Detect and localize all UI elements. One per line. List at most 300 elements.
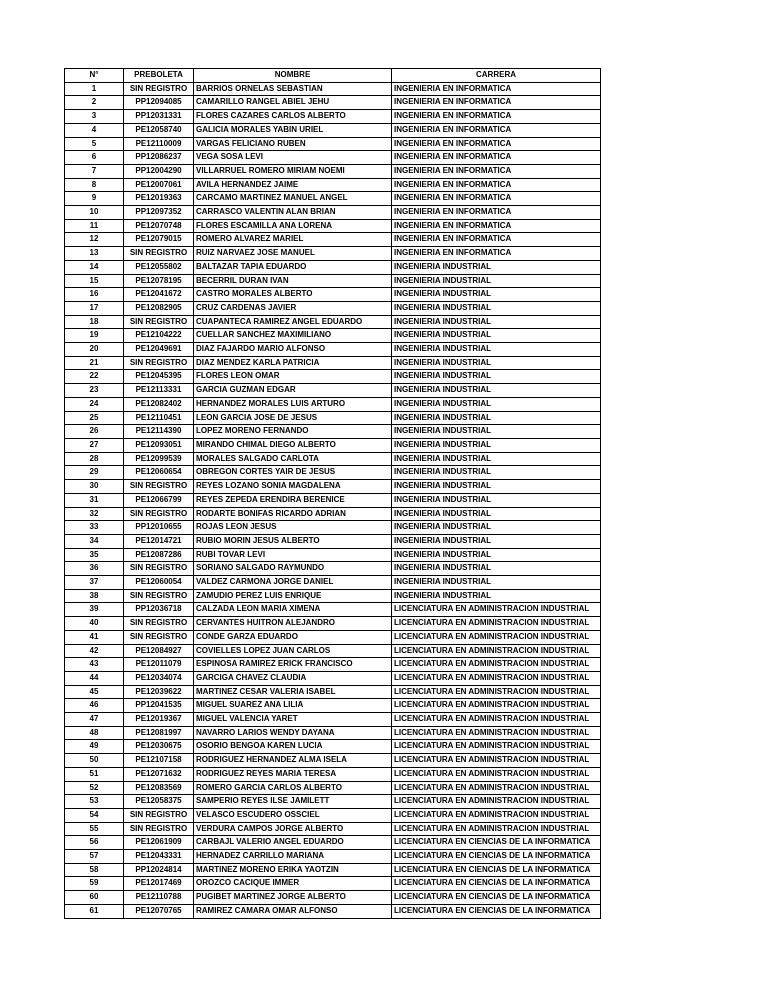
- nombre-cell: CERVANTES HUITRON ALEJANDRO: [194, 617, 392, 631]
- carrera-cell: INGENIERIA EN INFORMATICA: [392, 110, 601, 124]
- table-row: [65, 699, 601, 713]
- carrera-cell: INGENIERIA INDUSTRIAL: [392, 397, 601, 411]
- row-number: 11: [65, 219, 124, 233]
- preboleta-cell: PE12017469: [124, 877, 194, 891]
- preboleta-cell: PP12024814: [124, 863, 194, 877]
- carrera-cell: INGENIERIA EN INFORMATICA: [392, 123, 601, 137]
- table-row: [65, 603, 601, 617]
- row-number: 51: [65, 767, 124, 781]
- carrera-cell: LICENCIATURA EN ADMINISTRACION INDUSTRIAL: [392, 671, 601, 685]
- table-row: [65, 726, 601, 740]
- row-number: 32: [65, 507, 124, 521]
- table-row: [65, 671, 601, 685]
- header-num: N°: [65, 69, 124, 83]
- nombre-cell: REYES LOZANO SONIA MAGDALENA: [194, 480, 392, 494]
- row-number: 15: [65, 274, 124, 288]
- carrera-cell: INGENIERIA EN INFORMATICA: [392, 206, 601, 220]
- header-nombre: NOMBRE: [194, 69, 392, 83]
- preboleta-cell: PE12061909: [124, 836, 194, 850]
- table-row: [65, 164, 601, 178]
- carrera-cell: INGENIERIA EN INFORMATICA: [392, 192, 601, 206]
- carrera-cell: LICENCIATURA EN ADMINISTRACION INDUSTRIAL: [392, 713, 601, 727]
- carrera-cell: INGENIERIA INDUSTRIAL: [392, 589, 601, 603]
- row-number: 16: [65, 288, 124, 302]
- preboleta-cell: SIN REGISTRO: [124, 617, 194, 631]
- carrera-cell: LICENCIATURA EN ADMINISTRACION INDUSTRIAL: [392, 822, 601, 836]
- row-number: 12: [65, 233, 124, 247]
- preboleta-cell: PE12104222: [124, 329, 194, 343]
- carrera-cell: INGENIERIA EN INFORMATICA: [392, 82, 601, 96]
- preboleta-cell: PE12071632: [124, 767, 194, 781]
- row-number: 20: [65, 343, 124, 357]
- row-number: 5: [65, 137, 124, 151]
- preboleta-cell: PE12030675: [124, 740, 194, 754]
- preboleta-cell: PE12007061: [124, 178, 194, 192]
- nombre-cell: ZAMUDIO PEREZ LUIS ENRIQUE: [194, 589, 392, 603]
- carrera-cell: INGENIERIA INDUSTRIAL: [392, 562, 601, 576]
- preboleta-cell: PE12099539: [124, 452, 194, 466]
- nombre-cell: REYES ZEPEDA ERENDIRA BERENICE: [194, 493, 392, 507]
- table-row: [65, 534, 601, 548]
- table-row: [65, 110, 601, 124]
- carrera-cell: INGENIERIA INDUSTRIAL: [392, 507, 601, 521]
- nombre-cell: RUBIO MORIN JESUS ALBERTO: [194, 534, 392, 548]
- preboleta-cell: PP12004290: [124, 164, 194, 178]
- nombre-cell: GALICIA MORALES YABIN URIEL: [194, 123, 392, 137]
- preboleta-cell: PE12055802: [124, 260, 194, 274]
- preboleta-cell: PE12083569: [124, 781, 194, 795]
- row-number: 13: [65, 247, 124, 261]
- row-number: 53: [65, 795, 124, 809]
- row-number: 40: [65, 617, 124, 631]
- preboleta-cell: PE12114390: [124, 425, 194, 439]
- row-number: 27: [65, 438, 124, 452]
- nombre-cell: HERNADEZ CARRILLO MARIANA: [194, 850, 392, 864]
- row-number: 25: [65, 411, 124, 425]
- carrera-cell: INGENIERIA EN INFORMATICA: [392, 178, 601, 192]
- row-number: 47: [65, 713, 124, 727]
- table-row: [65, 397, 601, 411]
- preboleta-cell: SIN REGISTRO: [124, 562, 194, 576]
- carrera-cell: INGENIERIA EN INFORMATICA: [392, 219, 601, 233]
- carrera-cell: INGENIERIA INDUSTRIAL: [392, 370, 601, 384]
- preboleta-cell: PE12049691: [124, 343, 194, 357]
- row-number: 17: [65, 301, 124, 315]
- preboleta-cell: PP12097352: [124, 206, 194, 220]
- table-row: [65, 850, 601, 864]
- carrera-cell: INGENIERIA INDUSTRIAL: [392, 315, 601, 329]
- preboleta-cell: PE12107158: [124, 754, 194, 768]
- table-row: [65, 822, 601, 836]
- preboleta-cell: PE12019363: [124, 192, 194, 206]
- nombre-cell: NAVARRO LARIOS WENDY DAYANA: [194, 726, 392, 740]
- row-number: 3: [65, 110, 124, 124]
- preboleta-cell: PE12087286: [124, 548, 194, 562]
- preboleta-cell: PE12043331: [124, 850, 194, 864]
- nombre-cell: RUBI TOVAR LEVI: [194, 548, 392, 562]
- table-row: [65, 192, 601, 206]
- table-row: [65, 466, 601, 480]
- carrera-cell: LICENCIATURA EN ADMINISTRACION INDUSTRIAL: [392, 726, 601, 740]
- carrera-cell: INGENIERIA INDUSTRIAL: [392, 480, 601, 494]
- preboleta-cell: SIN REGISTRO: [124, 247, 194, 261]
- preboleta-cell: PE12070748: [124, 219, 194, 233]
- table-row: [65, 452, 601, 466]
- table-row: [65, 576, 601, 590]
- row-number: 18: [65, 315, 124, 329]
- nombre-cell: BALTAZAR TAPIA EDUARDO: [194, 260, 392, 274]
- nombre-cell: CARCAMO MARTINEZ MANUEL ANGEL: [194, 192, 392, 206]
- nombre-cell: MIGUEL SUAREZ ANA LILIA: [194, 699, 392, 713]
- preboleta-cell: PE12014721: [124, 534, 194, 548]
- nombre-cell: GARCIA GUZMAN EDGAR: [194, 384, 392, 398]
- carrera-cell: INGENIERIA EN INFORMATICA: [392, 137, 601, 151]
- table-row: [65, 260, 601, 274]
- carrera-cell: LICENCIATURA EN ADMINISTRACION INDUSTRIAL: [392, 808, 601, 822]
- row-number: 8: [65, 178, 124, 192]
- row-number: 59: [65, 877, 124, 891]
- carrera-cell: LICENCIATURA EN CIENCIAS DE LA INFORMATICA: [392, 877, 601, 891]
- nombre-cell: COVIELLES LOPEZ JUAN CARLOS: [194, 644, 392, 658]
- preboleta-cell: PE12070765: [124, 904, 194, 918]
- row-number: 31: [65, 493, 124, 507]
- preboleta-cell: PE12045395: [124, 370, 194, 384]
- row-number: 14: [65, 260, 124, 274]
- preboleta-cell: PE12060054: [124, 576, 194, 590]
- preboleta-cell: PE12058375: [124, 795, 194, 809]
- table-row: [65, 685, 601, 699]
- preboleta-cell: PE12093051: [124, 438, 194, 452]
- carrera-cell: LICENCIATURA EN ADMINISTRACION INDUSTRIAL: [392, 740, 601, 754]
- nombre-cell: LEON GARCIA JOSE DE JESUS: [194, 411, 392, 425]
- table-body: [65, 82, 601, 918]
- table-row: [65, 343, 601, 357]
- row-number: 9: [65, 192, 124, 206]
- preboleta-cell: PE12082402: [124, 397, 194, 411]
- row-number: 37: [65, 576, 124, 590]
- table-row: [65, 206, 601, 220]
- nombre-cell: CAMARILLO RANGEL ABIEL JEHU: [194, 96, 392, 110]
- table-row: [65, 781, 601, 795]
- student-list-table: [64, 68, 601, 919]
- table-row: [65, 521, 601, 535]
- preboleta-cell: PE12019367: [124, 713, 194, 727]
- row-number: 34: [65, 534, 124, 548]
- nombre-cell: DIAZ FAJARDO MARIO ALFONSO: [194, 343, 392, 357]
- nombre-cell: DIAZ MENDEZ KARLA PATRICIA: [194, 356, 392, 370]
- carrera-cell: INGENIERIA INDUSTRIAL: [392, 466, 601, 480]
- carrera-cell: LICENCIATURA EN CIENCIAS DE LA INFORMATICA: [392, 863, 601, 877]
- nombre-cell: OSORIO BENGOA KAREN LUCIA: [194, 740, 392, 754]
- nombre-cell: CARRASCO VALENTIN ALAN BRIAN: [194, 206, 392, 220]
- nombre-cell: FLORES LEON OMAR: [194, 370, 392, 384]
- carrera-cell: INGENIERIA INDUSTRIAL: [392, 534, 601, 548]
- preboleta-cell: SIN REGISTRO: [124, 822, 194, 836]
- row-number: 2: [65, 96, 124, 110]
- nombre-cell: VILLARRUEL ROMERO MIRIAM NOEMI: [194, 164, 392, 178]
- table-row: [65, 891, 601, 905]
- row-number: 1: [65, 82, 124, 96]
- row-number: 24: [65, 397, 124, 411]
- table-row: [65, 137, 601, 151]
- carrera-cell: LICENCIATURA EN ADMINISTRACION INDUSTRIAL: [392, 658, 601, 672]
- row-number: 58: [65, 863, 124, 877]
- table-row: [65, 877, 601, 891]
- table-row: [65, 82, 601, 96]
- carrera-cell: INGENIERIA EN INFORMATICA: [392, 164, 601, 178]
- nombre-cell: FLORES ESCAMILLA ANA LORENA: [194, 219, 392, 233]
- table-row: [65, 767, 601, 781]
- row-number: 57: [65, 850, 124, 864]
- preboleta-cell: SIN REGISTRO: [124, 808, 194, 822]
- carrera-cell: INGENIERIA INDUSTRIAL: [392, 288, 601, 302]
- preboleta-cell: PE12060654: [124, 466, 194, 480]
- preboleta-cell: PE12041672: [124, 288, 194, 302]
- table-row: [65, 301, 601, 315]
- row-number: 21: [65, 356, 124, 370]
- table-row: [65, 808, 601, 822]
- nombre-cell: BECERRIL DURAN IVAN: [194, 274, 392, 288]
- carrera-cell: LICENCIATURA EN ADMINISTRACION INDUSTRIAL: [392, 699, 601, 713]
- table-row: [65, 658, 601, 672]
- row-number: 33: [65, 521, 124, 535]
- preboleta-cell: PE12058740: [124, 123, 194, 137]
- preboleta-cell: PE12034074: [124, 671, 194, 685]
- preboleta-cell: PE12011079: [124, 658, 194, 672]
- carrera-cell: INGENIERIA EN INFORMATICA: [392, 151, 601, 165]
- preboleta-cell: SIN REGISTRO: [124, 630, 194, 644]
- row-number: 39: [65, 603, 124, 617]
- table-row: [65, 123, 601, 137]
- carrera-cell: INGENIERIA INDUSTRIAL: [392, 438, 601, 452]
- table-row: [65, 247, 601, 261]
- row-number: 19: [65, 329, 124, 343]
- row-number: 48: [65, 726, 124, 740]
- nombre-cell: MARTINEZ CESAR VALERIA ISABEL: [194, 685, 392, 699]
- row-number: 36: [65, 562, 124, 576]
- nombre-cell: CONDE GARZA EDUARDO: [194, 630, 392, 644]
- preboleta-cell: PE12110009: [124, 137, 194, 151]
- row-number: 26: [65, 425, 124, 439]
- nombre-cell: BARRIOS ORNELAS SEBASTIAN: [194, 82, 392, 96]
- table-row: [65, 96, 601, 110]
- row-number: 50: [65, 754, 124, 768]
- preboleta-cell: SIN REGISTRO: [124, 82, 194, 96]
- carrera-cell: INGENIERIA INDUSTRIAL: [392, 425, 601, 439]
- nombre-cell: MIGUEL VALENCIA YARET: [194, 713, 392, 727]
- nombre-cell: VARGAS FELICIANO RUBEN: [194, 137, 392, 151]
- preboleta-cell: SIN REGISTRO: [124, 315, 194, 329]
- preboleta-cell: SIN REGISTRO: [124, 480, 194, 494]
- row-number: 44: [65, 671, 124, 685]
- table-row: [65, 589, 601, 603]
- table-row: [65, 178, 601, 192]
- row-number: 41: [65, 630, 124, 644]
- nombre-cell: OBREGON CORTES YAIR DE JESUS: [194, 466, 392, 480]
- nombre-cell: ESPINOSA RAMIREZ ERICK FRANCISCO: [194, 658, 392, 672]
- nombre-cell: RAMIREZ CAMARA OMAR ALFONSO: [194, 904, 392, 918]
- header-row: [65, 69, 601, 83]
- preboleta-cell: PP12036718: [124, 603, 194, 617]
- table-row: [65, 384, 601, 398]
- nombre-cell: VALDEZ CARMONA JORGE DANIEL: [194, 576, 392, 590]
- preboleta-cell: PP12031331: [124, 110, 194, 124]
- carrera-cell: INGENIERIA INDUSTRIAL: [392, 274, 601, 288]
- nombre-cell: HERNANDEZ MORALES LUIS ARTURO: [194, 397, 392, 411]
- row-number: 29: [65, 466, 124, 480]
- table-row: [65, 151, 601, 165]
- carrera-cell: INGENIERIA EN INFORMATICA: [392, 247, 601, 261]
- carrera-cell: LICENCIATURA EN CIENCIAS DE LA INFORMATICA: [392, 850, 601, 864]
- nombre-cell: GARCIGA CHAVEZ CLAUDIA: [194, 671, 392, 685]
- carrera-cell: INGENIERIA EN INFORMATICA: [392, 233, 601, 247]
- nombre-cell: CARBAJL VALERIO ANGEL EDUARDO: [194, 836, 392, 850]
- preboleta-cell: PE12110788: [124, 891, 194, 905]
- preboleta-cell: PE12079015: [124, 233, 194, 247]
- table-row: [65, 219, 601, 233]
- row-number: 30: [65, 480, 124, 494]
- table-row: [65, 713, 601, 727]
- carrera-cell: INGENIERIA INDUSTRIAL: [392, 452, 601, 466]
- table-row: [65, 356, 601, 370]
- row-number: 61: [65, 904, 124, 918]
- nombre-cell: MARTINEZ MORENO ERIKA YAOTZIN: [194, 863, 392, 877]
- row-number: 4: [65, 123, 124, 137]
- row-number: 49: [65, 740, 124, 754]
- nombre-cell: VERDURA CAMPOS JORGE ALBERTO: [194, 822, 392, 836]
- table-row: [65, 329, 601, 343]
- table-row: [65, 315, 601, 329]
- row-number: 54: [65, 808, 124, 822]
- table-row: [65, 740, 601, 754]
- carrera-cell: INGENIERIA INDUSTRIAL: [392, 301, 601, 315]
- preboleta-cell: PE12078195: [124, 274, 194, 288]
- preboleta-cell: PP12086237: [124, 151, 194, 165]
- carrera-cell: INGENIERIA INDUSTRIAL: [392, 384, 601, 398]
- carrera-cell: INGENIERIA INDUSTRIAL: [392, 493, 601, 507]
- row-number: 7: [65, 164, 124, 178]
- carrera-cell: INGENIERIA INDUSTRIAL: [392, 356, 601, 370]
- row-number: 60: [65, 891, 124, 905]
- preboleta-cell: PE12082905: [124, 301, 194, 315]
- table-row: [65, 438, 601, 452]
- nombre-cell: CUAPANTECA RAMIREZ ANGEL EDUARDO: [194, 315, 392, 329]
- preboleta-cell: PE12113331: [124, 384, 194, 398]
- carrera-cell: LICENCIATURA EN ADMINISTRACION INDUSTRIAL: [392, 754, 601, 768]
- row-number: 6: [65, 151, 124, 165]
- carrera-cell: LICENCIATURA EN ADMINISTRACION INDUSTRIAL: [392, 630, 601, 644]
- header-carrera: CARRERA: [392, 69, 601, 83]
- row-number: 10: [65, 206, 124, 220]
- header-preboleta: PREBOLETA: [124, 69, 194, 83]
- nombre-cell: CALZADA LEON MARIA XIMENA: [194, 603, 392, 617]
- table-row: [65, 507, 601, 521]
- nombre-cell: ROMERO ALVAREZ MARIEL: [194, 233, 392, 247]
- table-row: [65, 904, 601, 918]
- preboleta-cell: PE12084927: [124, 644, 194, 658]
- carrera-cell: LICENCIATURA EN ADMINISTRACION INDUSTRIAL: [392, 644, 601, 658]
- nombre-cell: CASTRO MORALES ALBERTO: [194, 288, 392, 302]
- table-row: [65, 644, 601, 658]
- table-row: [65, 411, 601, 425]
- table-row: [65, 863, 601, 877]
- preboleta-cell: PE12081997: [124, 726, 194, 740]
- row-number: 43: [65, 658, 124, 672]
- nombre-cell: AVILA HERNANDEZ JAIME: [194, 178, 392, 192]
- carrera-cell: LICENCIATURA EN ADMINISTRACION INDUSTRIAL: [392, 767, 601, 781]
- nombre-cell: OROZCO CACIQUE IMMER: [194, 877, 392, 891]
- preboleta-cell: PE12110451: [124, 411, 194, 425]
- nombre-cell: ROMERO GARCIA CARLOS ALBERTO: [194, 781, 392, 795]
- nombre-cell: SORIANO SALGADO RAYMUNDO: [194, 562, 392, 576]
- row-number: 23: [65, 384, 124, 398]
- preboleta-cell: SIN REGISTRO: [124, 507, 194, 521]
- carrera-cell: LICENCIATURA EN ADMINISTRACION INDUSTRIAL: [392, 781, 601, 795]
- carrera-cell: LICENCIATURA EN ADMINISTRACION INDUSTRIAL: [392, 603, 601, 617]
- row-number: 55: [65, 822, 124, 836]
- table-row: [65, 425, 601, 439]
- table-row: [65, 562, 601, 576]
- nombre-cell: ROJAS LEON JESUS: [194, 521, 392, 535]
- nombre-cell: MORALES SALGADO CARLOTA: [194, 452, 392, 466]
- table-row: [65, 548, 601, 562]
- table-row: [65, 754, 601, 768]
- preboleta-cell: PP12041535: [124, 699, 194, 713]
- row-number: 28: [65, 452, 124, 466]
- table-row: [65, 480, 601, 494]
- preboleta-cell: PP12094085: [124, 96, 194, 110]
- table-row: [65, 370, 601, 384]
- nombre-cell: SAMPERIO REYES ILSE JAMILETT: [194, 795, 392, 809]
- row-number: 46: [65, 699, 124, 713]
- table-row: [65, 493, 601, 507]
- nombre-cell: RODRIGUEZ HERNANDEZ ALMA ISELA: [194, 754, 392, 768]
- row-number: 56: [65, 836, 124, 850]
- nombre-cell: LOPEZ MORENO FERNANDO: [194, 425, 392, 439]
- carrera-cell: LICENCIATURA EN ADMINISTRACION INDUSTRIAL: [392, 685, 601, 699]
- nombre-cell: MIRANDO CHIMAL DIEGO ALBERTO: [194, 438, 392, 452]
- row-number: 35: [65, 548, 124, 562]
- preboleta-cell: SIN REGISTRO: [124, 356, 194, 370]
- nombre-cell: FLORES CAZARES CARLOS ALBERTO: [194, 110, 392, 124]
- nombre-cell: CRUZ CARDENAS JAVIER: [194, 301, 392, 315]
- nombre-cell: RODRIGUEZ REYES MARIA TERESA: [194, 767, 392, 781]
- carrera-cell: LICENCIATURA EN CIENCIAS DE LA INFORMATICA: [392, 904, 601, 918]
- carrera-cell: INGENIERIA INDUSTRIAL: [392, 329, 601, 343]
- nombre-cell: PUGIBET MARTINEZ JORGE ALBERTO: [194, 891, 392, 905]
- carrera-cell: INGENIERIA INDUSTRIAL: [392, 411, 601, 425]
- nombre-cell: RUIZ NARVAEZ JOSE MANUEL: [194, 247, 392, 261]
- carrera-cell: INGENIERIA INDUSTRIAL: [392, 521, 601, 535]
- carrera-cell: LICENCIATURA EN CIENCIAS DE LA INFORMATICA: [392, 891, 601, 905]
- preboleta-cell: PE12039622: [124, 685, 194, 699]
- preboleta-cell: PE12066799: [124, 493, 194, 507]
- carrera-cell: INGENIERIA INDUSTRIAL: [392, 260, 601, 274]
- table-row: [65, 836, 601, 850]
- preboleta-cell: PP12010655: [124, 521, 194, 535]
- table-row: [65, 617, 601, 631]
- carrera-cell: INGENIERIA INDUSTRIAL: [392, 548, 601, 562]
- carrera-cell: LICENCIATURA EN CIENCIAS DE LA INFORMATICA: [392, 836, 601, 850]
- carrera-cell: INGENIERIA EN INFORMATICA: [392, 96, 601, 110]
- nombre-cell: VELASCO ESCUDERO OSSCIEL: [194, 808, 392, 822]
- nombre-cell: RODARTE BONIFAS RICARDO ADRIAN: [194, 507, 392, 521]
- table-row: [65, 795, 601, 809]
- carrera-cell: LICENCIATURA EN ADMINISTRACION INDUSTRIAL: [392, 617, 601, 631]
- carrera-cell: INGENIERIA INDUSTRIAL: [392, 576, 601, 590]
- carrera-cell: INGENIERIA INDUSTRIAL: [392, 343, 601, 357]
- row-number: 22: [65, 370, 124, 384]
